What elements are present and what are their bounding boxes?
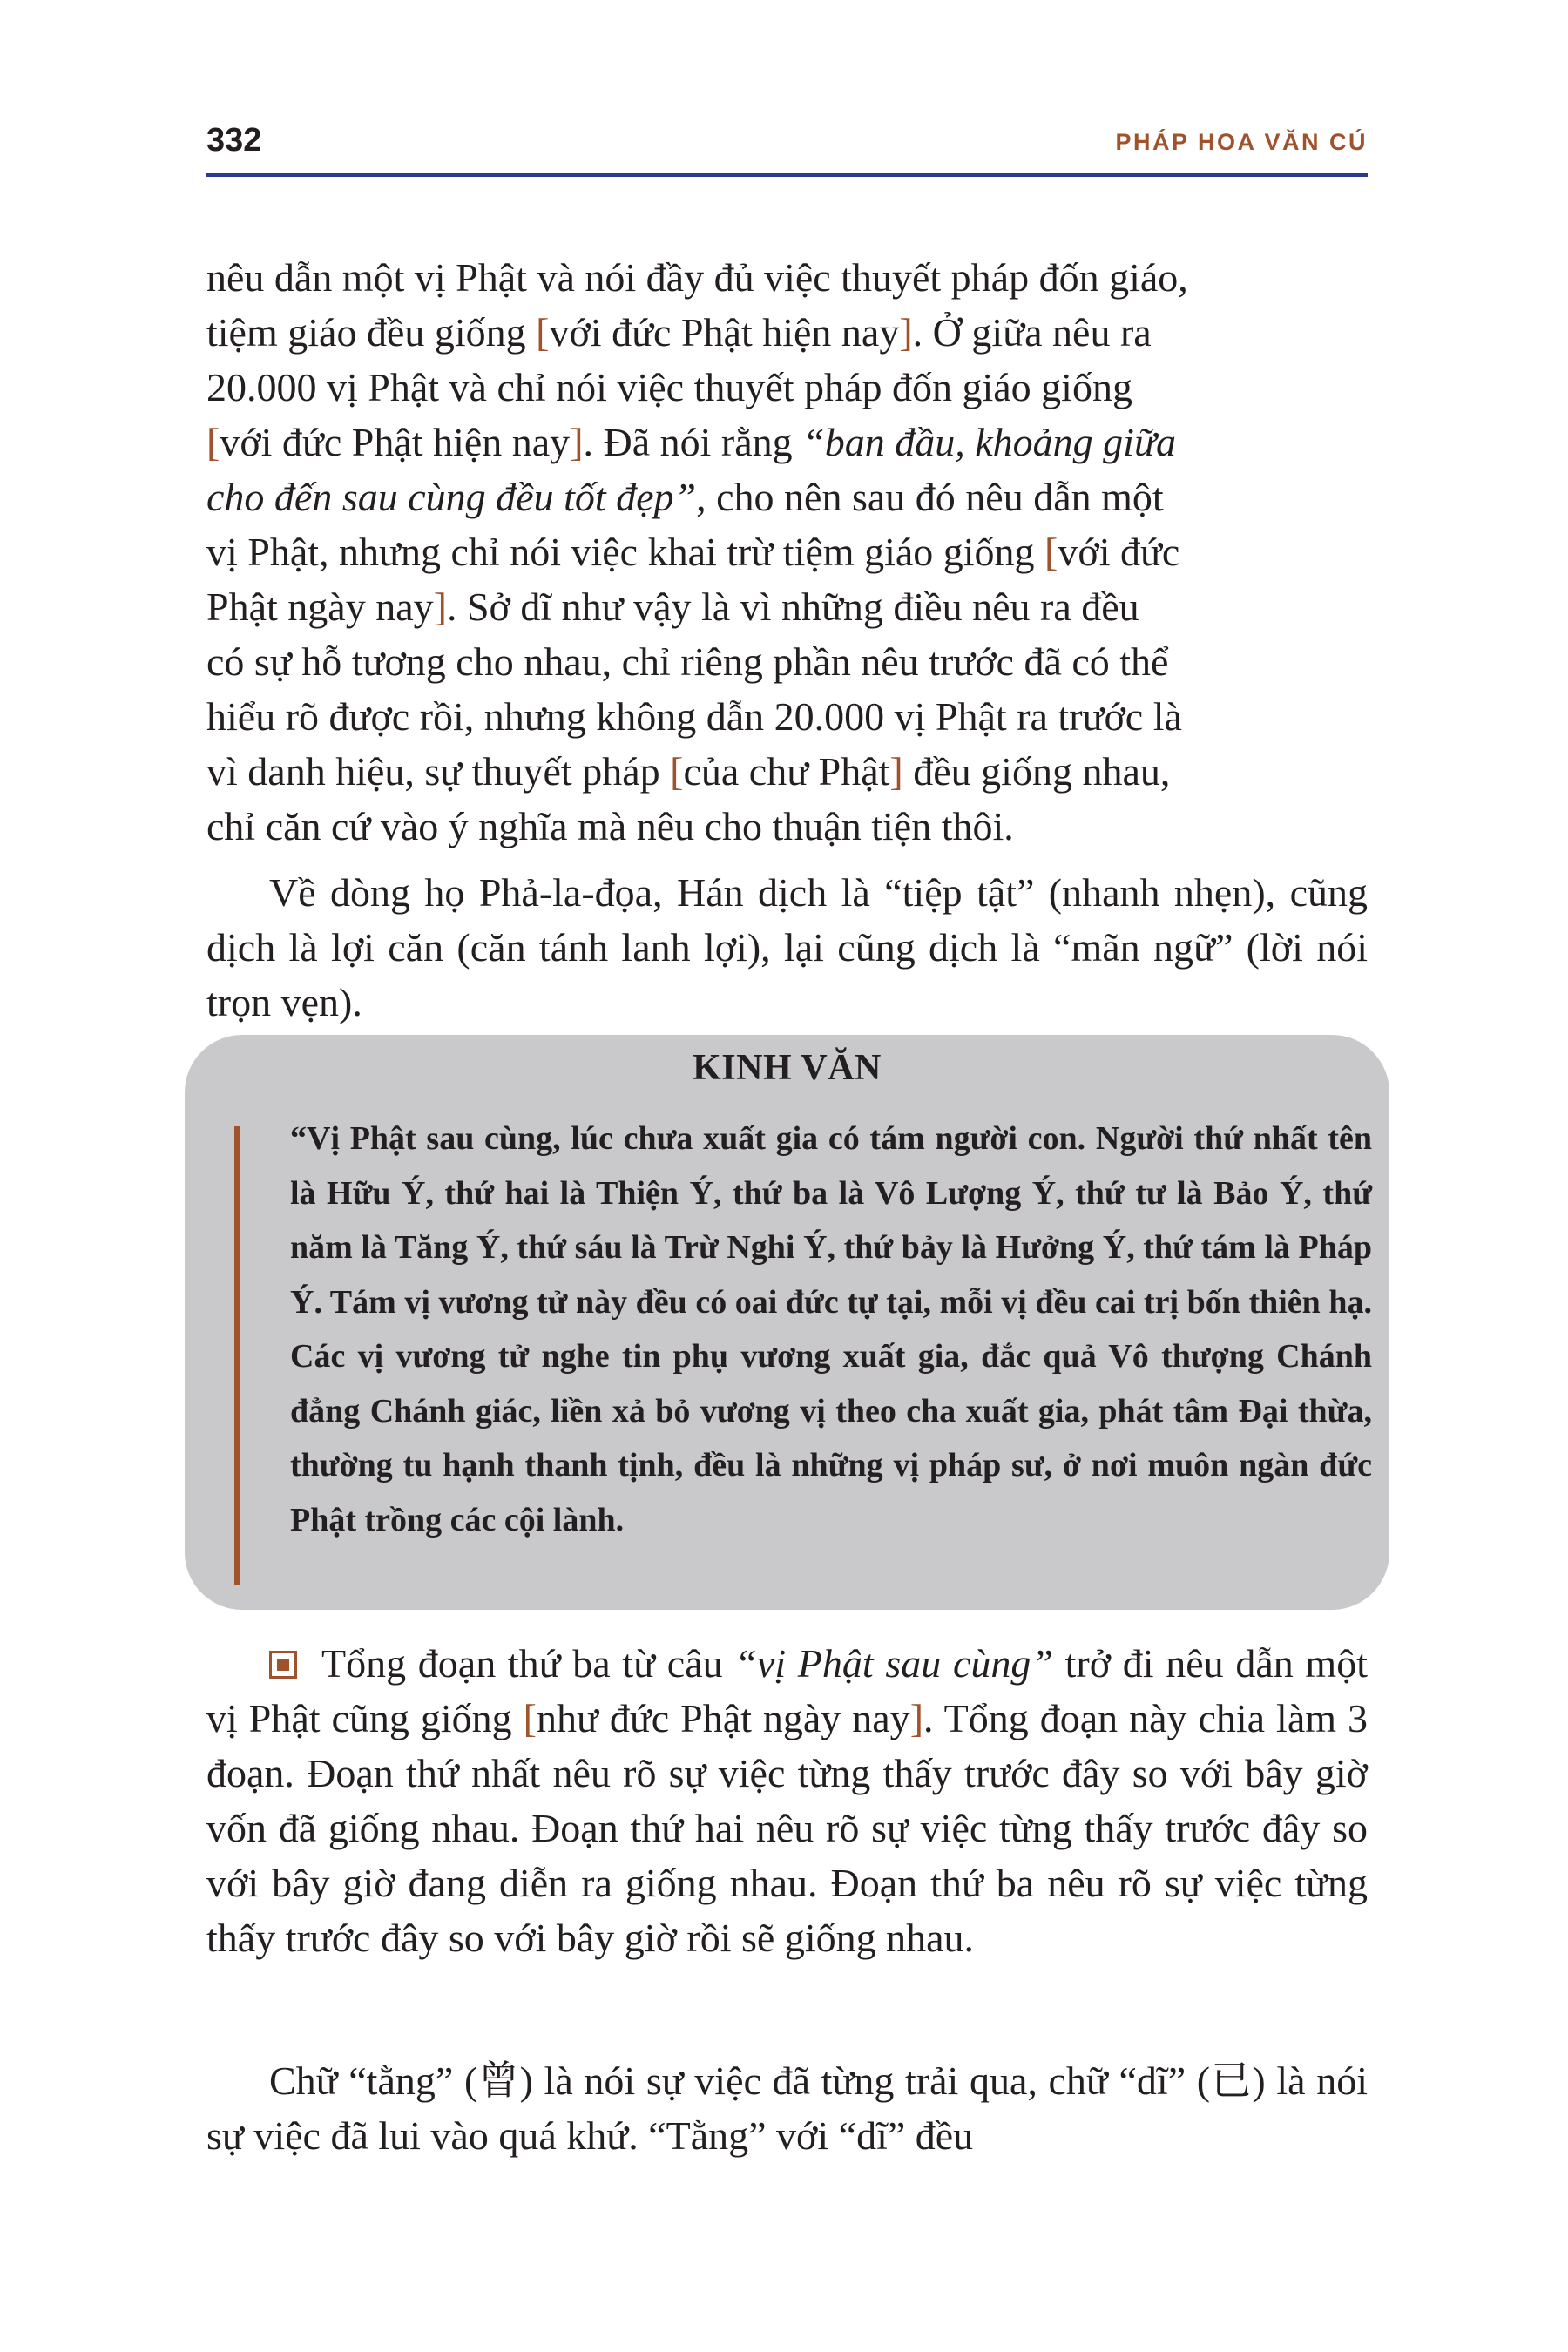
text-run: Tổng đoạn thứ ba từ câu	[321, 1641, 735, 1686]
bracketed-text: với đức Phật hiện nay	[220, 420, 571, 464]
italic-quote: cho đến sau cùng đều tốt đẹp”	[206, 475, 697, 519]
italic-quote: “ban đầu, khoảng giữa	[802, 420, 1177, 464]
text-run: đều giống nhau,	[902, 749, 1171, 794]
section-marker-icon	[269, 1651, 297, 1679]
paragraph-1-line	[206, 305, 1368, 360]
page-number: 332	[206, 122, 262, 159]
text-run: tiệm giáo đều giống	[206, 310, 537, 355]
text-run: trở đi nêu dẫn một vị Phật cũng giống	[206, 1641, 1368, 1740]
bracket: ]	[909, 1696, 924, 1740]
paragraph-1-line: có sự hỗ tương cho nhau, chỉ riêng phần nêu trước đã có thể	[206, 639, 1169, 684]
text-run: , cho nên sau đó nêu dẫn một	[696, 475, 1164, 519]
paragraph-1-line: 20.000 vị Phật và chỉ nói việc thuyết pháp đốn giáo giống	[206, 365, 1132, 409]
page-header	[206, 120, 1368, 172]
paragraph-1	[206, 250, 1368, 854]
text-run: . Tổng đoạn này chia làm 3 đoạn. Đoạn thứ nhất nêu rõ sự việc từng thấy trước đây so với bây giờ vốn đã giống nhau. Đoạn thứ hai nêu rõ sự việc từng thấy trước đây so với bây giờ đang diễn ra giống nhau. Đoạn thứ ba nêu rõ sự việc từng thấy trước đây so với bây giờ rồi sẽ giống nhau.	[206, 1696, 1368, 1960]
paragraph-1-line	[206, 470, 1368, 524]
paragraph-1-line	[206, 744, 1368, 799]
bracket: ]	[899, 310, 913, 355]
paragraph-1-line	[206, 579, 1368, 634]
text-run: . Ở giữa nêu ra	[912, 310, 1152, 355]
text-run: vì danh hiệu, sự thuyết pháp	[206, 749, 671, 794]
bracketed-text: như đức Phật ngày nay	[536, 1696, 910, 1740]
paragraph-3-text	[206, 1636, 1368, 1965]
bracket: [	[206, 420, 220, 464]
italic-quote: “vị Phật sau cùng”	[734, 1641, 1053, 1686]
bracket: ]	[889, 749, 903, 794]
paragraph-3	[206, 1636, 1368, 1965]
bracketed-text: của chư Phật	[683, 749, 890, 794]
bracket: [	[536, 310, 550, 355]
paragraph-1-line: nêu dẫn một vị Phật và nói đầy đủ việc thuyết pháp đốn giáo,	[206, 255, 1188, 300]
bracket: [	[670, 749, 684, 794]
text-run: . Sở dĩ như vậy là vì những điều nêu ra đều	[446, 585, 1139, 629]
paragraph-4	[206, 2053, 1368, 2163]
header-rule	[206, 173, 1368, 177]
bracketed-text: với đức Phật hiện nay	[549, 310, 900, 355]
bracket: [	[523, 1696, 537, 1740]
text-run: . Đã nói rằng	[583, 420, 803, 464]
paragraph-1-line: hiểu rõ được rồi, nhưng không dẫn 20.000 vị Phật ra trước là	[206, 694, 1182, 739]
text-run: vị Phật, nhưng chỉ nói việc khai trừ tiệm giáo giống	[206, 530, 1045, 574]
scripture-box	[185, 1035, 1389, 1610]
paragraph-4-text: Chữ “tằng” (曾) là nói sự việc đã từng trải qua, chữ “dĩ” (已) là nói sự việc đã lui vào quá khứ. “Tằng” với “dĩ” đều	[206, 2058, 1368, 2158]
scripture-title: KINH VĂN	[693, 1048, 882, 1088]
bracketed-text: Phật ngày nay	[206, 585, 434, 629]
paragraph-1-line: chỉ căn cứ vào ý nghĩa mà nêu cho thuận tiện thôi.	[206, 804, 1014, 848]
bracket: ]	[433, 585, 447, 629]
bracketed-text: với đức	[1058, 530, 1180, 574]
paragraph-2-text: Về dòng họ Phả-la-đọa, Hán dịch là “tiệp tật” (nhanh nhẹn), cũng dịch là lợi căn (căn tánh lanh lợi), lại cũng dịch là “mãn ngữ” (lời nói trọn vẹn).	[206, 870, 1368, 1024]
paragraph-2	[206, 865, 1368, 1030]
paragraph-1-line	[206, 415, 1368, 470]
paragraph-1-line	[206, 524, 1368, 579]
bracket: ]	[570, 420, 584, 464]
running-title: PHÁP HOA VĂN CÚ	[1115, 129, 1368, 155]
bracket: [	[1044, 530, 1058, 574]
scripture-text: “Vị Phật sau cùng, lúc chưa xuất gia có tám người con. Người thứ nhất tên là Hữu Ý, thứ hai là Thiện Ý, thứ ba là Vô Lượng Ý, thứ tư là Bảo Ý, thứ năm là Tăng Ý, thứ sáu là Trừ Nghi Ý, thứ bảy là Hưởng Ý, thứ tám là Pháp Ý. Tám vị vương tử này đều có oai đức tự tại, mỗi vị đều cai trị bốn thiên hạ. Các vị vương tử nghe tin phụ vương xuất gia, đắc quả Vô thượng Chánh đẳng Chánh giác, liền xả bỏ vương vị theo cha xuất gia, phát tâm Đại thừa, thường tu hạnh thanh tịnh, đều là những vị pháp sư, ở nơi muôn ngàn đức Phật trồng các cội lành.	[290, 1120, 1372, 1538]
scripture-accent-bar	[234, 1126, 240, 1585]
